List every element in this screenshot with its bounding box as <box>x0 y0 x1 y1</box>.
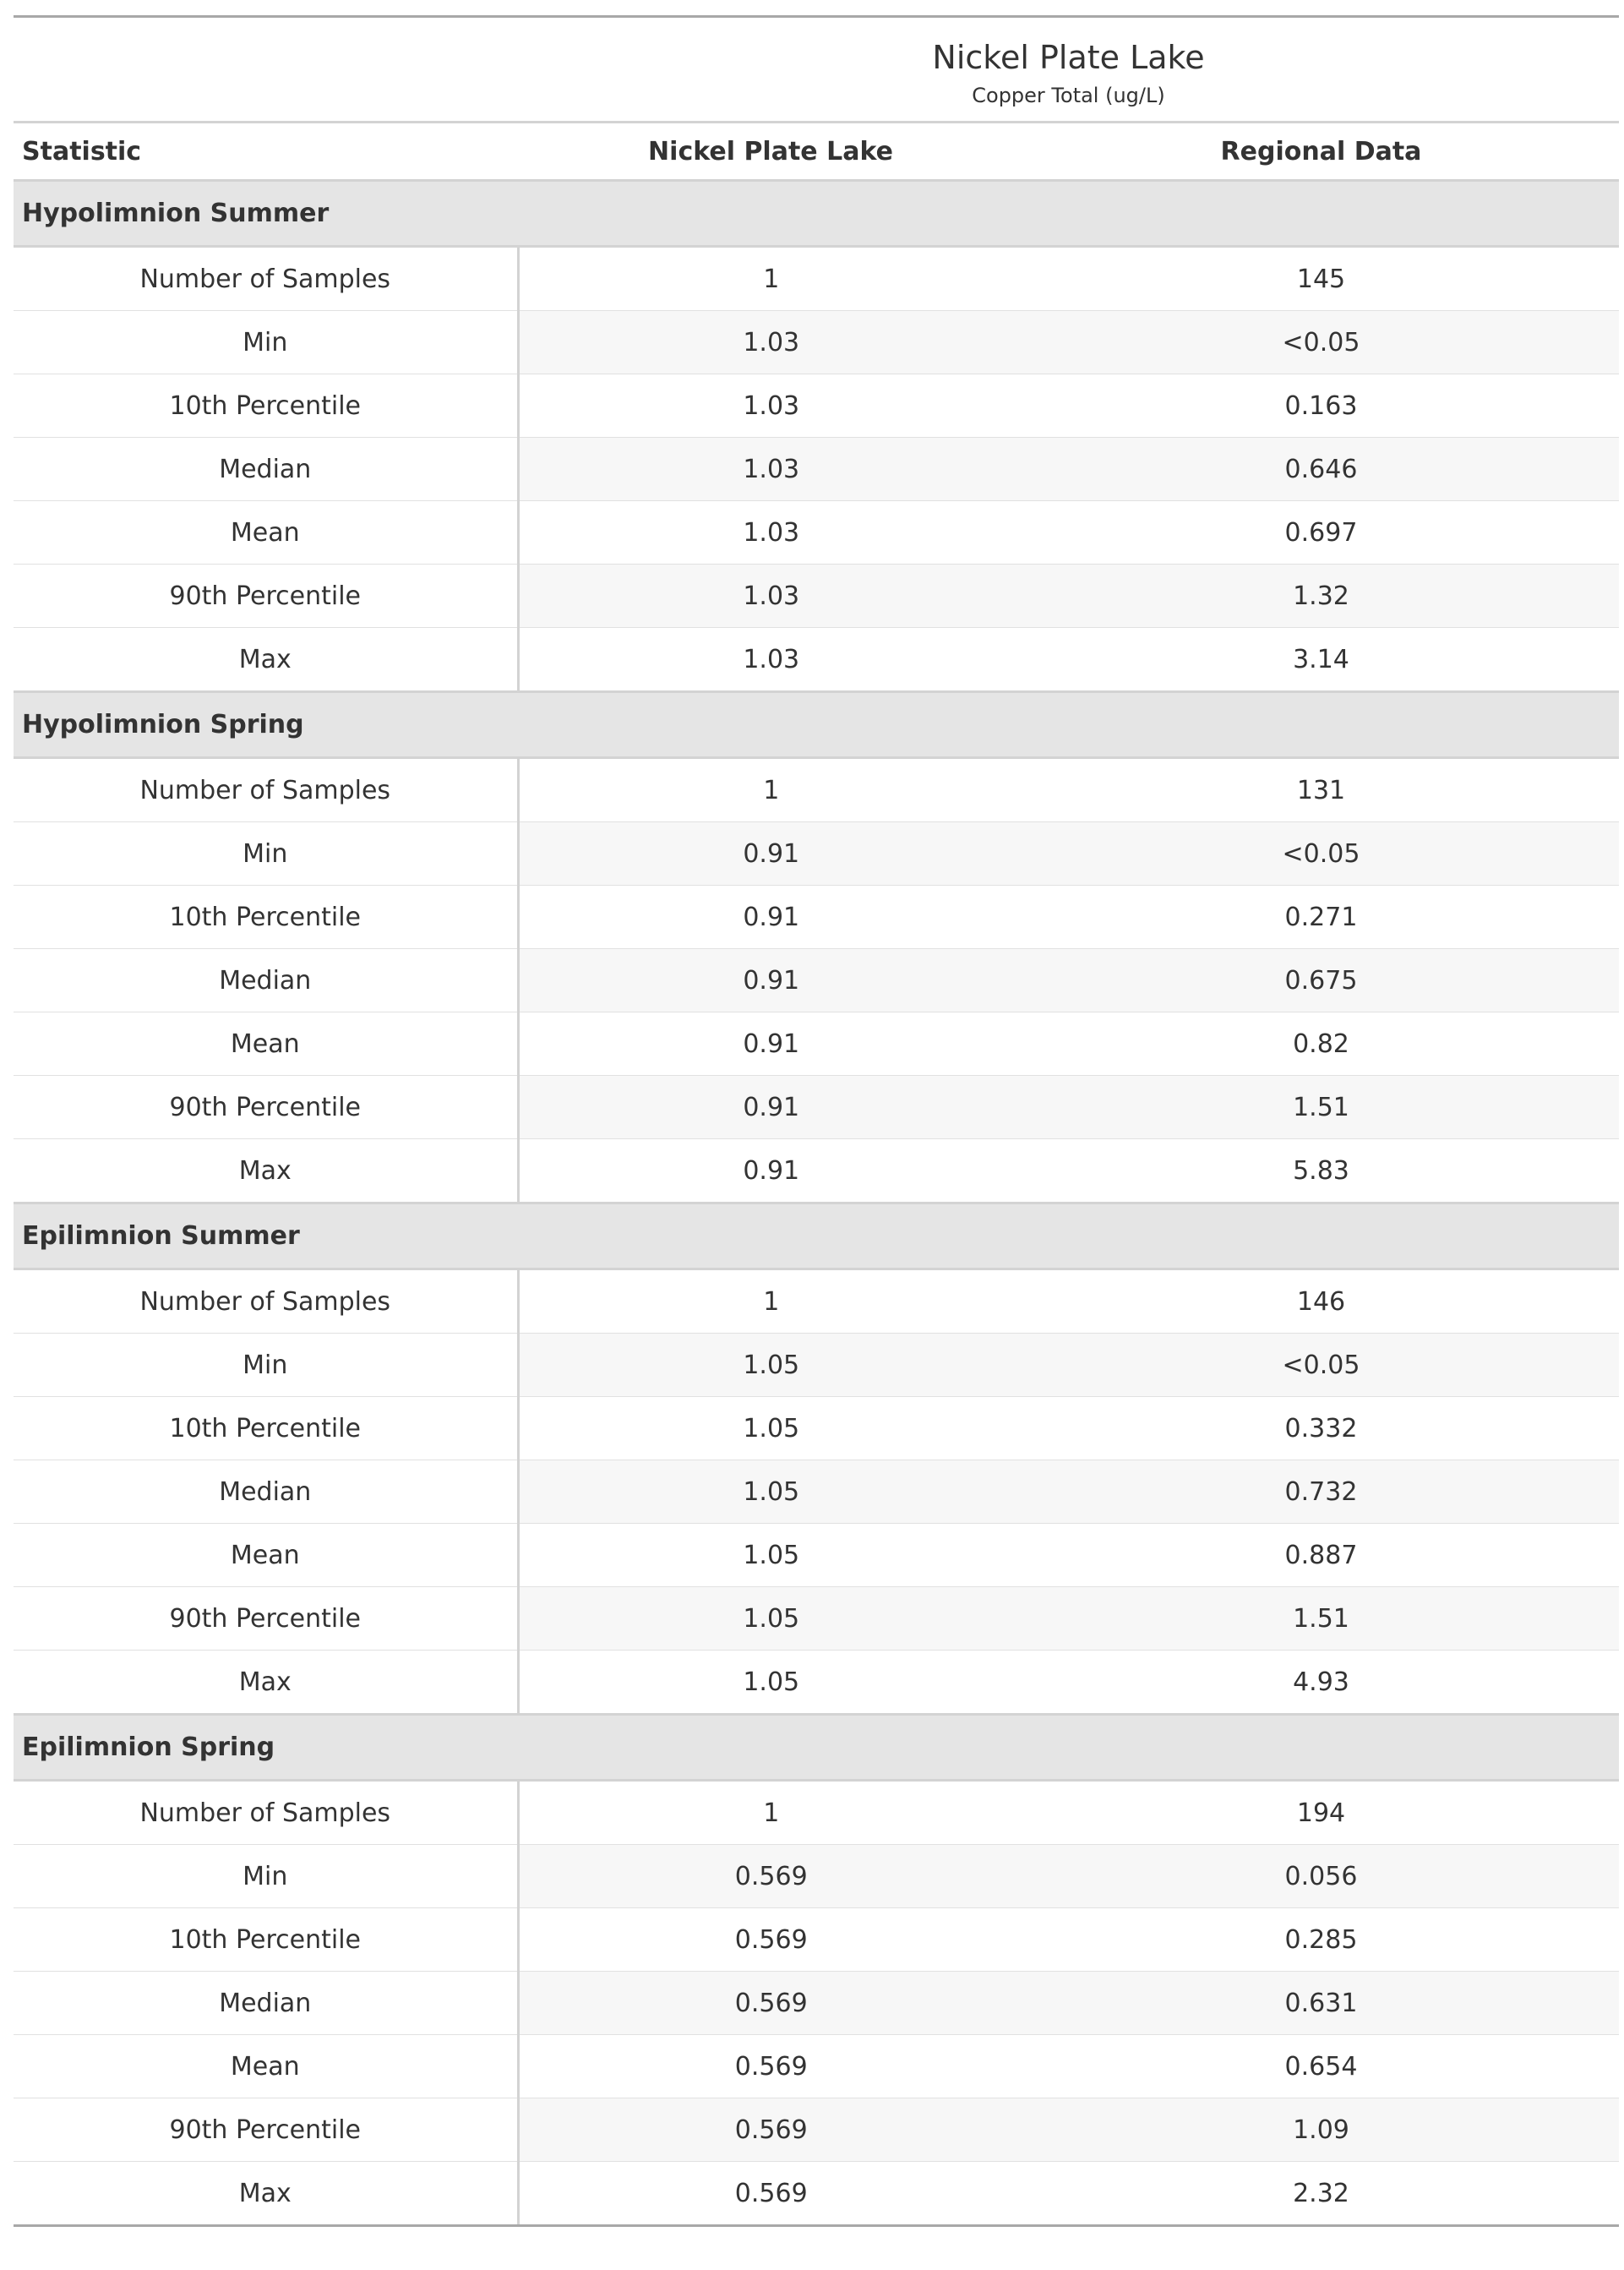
regional-value-cell: 5.83 <box>1023 1139 1619 1203</box>
statistic-cell: Median <box>14 1460 518 1524</box>
table-row <box>14 1139 1619 1203</box>
lake-value-cell: 1.05 <box>518 1334 1023 1397</box>
statistic-cell: Mean <box>14 2035 518 2098</box>
regional-value-cell: 2.32 <box>1023 2162 1619 2226</box>
regional-value-cell: 146 <box>1023 1269 1619 1334</box>
table-row <box>14 1781 1619 1845</box>
summary-table <box>14 15 1619 2227</box>
statistic-cell: 90th Percentile <box>14 2098 518 2162</box>
regional-value-cell: 1.51 <box>1023 1076 1619 1139</box>
regional-value-cell: 0.332 <box>1023 1397 1619 1460</box>
lake-value-cell: 0.91 <box>518 1076 1023 1139</box>
lake-value-cell: 0.91 <box>518 1139 1023 1203</box>
table-row <box>14 438 1619 501</box>
table-row <box>14 1651 1619 1715</box>
lake-value-cell: 0.569 <box>518 2098 1023 2162</box>
group-header-row <box>14 692 1619 758</box>
regional-value-cell: 0.697 <box>1023 501 1619 565</box>
lake-value-cell: 1 <box>518 1781 1023 1845</box>
lake-value-cell: 0.91 <box>518 886 1023 949</box>
column-header-statistic: Statistic <box>14 123 518 181</box>
regional-value-cell: 0.732 <box>1023 1460 1619 1524</box>
statistic-cell: Number of Samples <box>14 1781 518 1845</box>
lake-value-cell: 1.05 <box>518 1460 1023 1524</box>
table-row <box>14 628 1619 692</box>
statistic-cell: 10th Percentile <box>14 1397 518 1460</box>
regional-value-cell: <0.05 <box>1023 311 1619 374</box>
statistic-cell: Max <box>14 1139 518 1203</box>
table-row <box>14 886 1619 949</box>
table-row <box>14 1397 1619 1460</box>
regional-value-cell: 0.675 <box>1023 949 1619 1012</box>
regional-value-cell: 0.82 <box>1023 1012 1619 1076</box>
lake-value-cell: 0.91 <box>518 949 1023 1012</box>
regional-value-cell: 0.631 <box>1023 1972 1619 2035</box>
group-epilimnion-summer <box>14 1203 1619 1715</box>
statistic-cell: Mean <box>14 1524 518 1587</box>
regional-value-cell: 0.163 <box>1023 374 1619 438</box>
table-row <box>14 1908 1619 1972</box>
regional-value-cell: 1.32 <box>1023 565 1619 628</box>
regional-value-cell: 194 <box>1023 1781 1619 1845</box>
table-row <box>14 247 1619 311</box>
lake-value-cell: 0.569 <box>518 2035 1023 2098</box>
regional-value-cell: 1.51 <box>1023 1587 1619 1651</box>
regional-value-cell: 4.93 <box>1023 1651 1619 1715</box>
regional-value-cell: 3.14 <box>1023 628 1619 692</box>
lake-value-cell: 0.91 <box>518 822 1023 886</box>
column-header-regional: Regional Data <box>1023 123 1619 181</box>
regional-value-cell: 0.654 <box>1023 2035 1619 2098</box>
regional-value-cell: 131 <box>1023 758 1619 822</box>
group-hypolimnion-summer <box>14 181 1619 692</box>
lake-value-cell: 1.05 <box>518 1587 1023 1651</box>
table-row <box>14 1845 1619 1908</box>
regional-value-cell: <0.05 <box>1023 822 1619 886</box>
lake-value-cell: 0.569 <box>518 1972 1023 2035</box>
statistic-cell: Max <box>14 1651 518 1715</box>
group-header-row <box>14 181 1619 247</box>
lake-value-cell: 1.05 <box>518 1397 1023 1460</box>
statistic-cell: Max <box>14 2162 518 2226</box>
regional-value-cell: 0.285 <box>1023 1908 1619 1972</box>
table-row <box>14 1076 1619 1139</box>
lake-value-cell: 1.05 <box>518 1524 1023 1587</box>
table-row <box>14 1972 1619 2035</box>
group-header-row <box>14 1715 1619 1781</box>
table-row <box>14 2035 1619 2098</box>
statistic-cell: 10th Percentile <box>14 374 518 438</box>
lake-value-cell: 1 <box>518 247 1023 311</box>
lake-value-cell: 1.03 <box>518 438 1023 501</box>
statistic-cell: Min <box>14 1334 518 1397</box>
lake-value-cell: 0.569 <box>518 1845 1023 1908</box>
statistic-cell: Number of Samples <box>14 758 518 822</box>
column-header-lake: Nickel Plate Lake <box>518 123 1023 181</box>
statistic-cell: Mean <box>14 501 518 565</box>
lake-value-cell: 0.91 <box>518 1012 1023 1076</box>
regional-value-cell: 0.056 <box>1023 1845 1619 1908</box>
statistic-cell: 10th Percentile <box>14 886 518 949</box>
table-row <box>14 1269 1619 1334</box>
lake-value-cell: 1.03 <box>518 501 1023 565</box>
table-title: Nickel Plate Lake <box>932 39 1205 76</box>
table-row <box>14 1587 1619 1651</box>
lake-value-cell: 1.03 <box>518 628 1023 692</box>
table-row <box>14 822 1619 886</box>
table-header <box>14 17 1619 181</box>
table-row <box>14 501 1619 565</box>
statistic-cell: Median <box>14 1972 518 2035</box>
lake-value-cell: 1 <box>518 758 1023 822</box>
table-row <box>14 1460 1619 1524</box>
group-label: Hypolimnion Summer <box>14 181 1619 247</box>
lake-value-cell: 1.03 <box>518 565 1023 628</box>
statistic-cell: Number of Samples <box>14 247 518 311</box>
regional-value-cell: 145 <box>1023 247 1619 311</box>
regional-value-cell: 0.646 <box>1023 438 1619 501</box>
statistic-cell: Min <box>14 1845 518 1908</box>
statistic-cell: 90th Percentile <box>14 1587 518 1651</box>
regional-value-cell: <0.05 <box>1023 1334 1619 1397</box>
column-header-row <box>14 123 1619 181</box>
group-hypolimnion-spring <box>14 692 1619 1203</box>
table-row <box>14 2162 1619 2226</box>
group-label: Epilimnion Summer <box>14 1203 1619 1269</box>
lake-value-cell: 0.569 <box>518 2162 1023 2226</box>
regional-value-cell: 0.271 <box>1023 886 1619 949</box>
table-row <box>14 2098 1619 2162</box>
subtitle-row <box>14 84 1619 123</box>
regional-value-cell: 1.09 <box>1023 2098 1619 2162</box>
group-epilimnion-spring <box>14 1715 1619 2226</box>
regional-value-cell: 0.887 <box>1023 1524 1619 1587</box>
statistic-cell: Min <box>14 311 518 374</box>
lake-value-cell: 1.03 <box>518 311 1023 374</box>
table-row <box>14 1012 1619 1076</box>
statistic-cell: Max <box>14 628 518 692</box>
statistic-cell: 10th Percentile <box>14 1908 518 1972</box>
lake-value-cell: 1 <box>518 1269 1023 1334</box>
group-header-row <box>14 1203 1619 1269</box>
table-row <box>14 311 1619 374</box>
statistic-cell: Min <box>14 822 518 886</box>
table-row <box>14 1334 1619 1397</box>
table-row <box>14 565 1619 628</box>
lake-value-cell: 1.03 <box>518 374 1023 438</box>
statistic-cell: Number of Samples <box>14 1269 518 1334</box>
statistic-cell: 90th Percentile <box>14 1076 518 1139</box>
statistic-cell: Median <box>14 438 518 501</box>
table-row <box>14 949 1619 1012</box>
lake-value-cell: 0.569 <box>518 1908 1023 1972</box>
statistic-cell: Median <box>14 949 518 1012</box>
group-label: Epilimnion Spring <box>14 1715 1619 1781</box>
statistic-cell: 90th Percentile <box>14 565 518 628</box>
table-subtitle: Copper Total (ug/L) <box>972 84 1165 107</box>
title-row <box>14 17 1619 85</box>
table-row <box>14 1524 1619 1587</box>
summary-table-container <box>14 15 1619 2227</box>
statistic-cell: Mean <box>14 1012 518 1076</box>
table-row <box>14 374 1619 438</box>
group-label: Hypolimnion Spring <box>14 692 1619 758</box>
table-row <box>14 758 1619 822</box>
lake-value-cell: 1.05 <box>518 1651 1023 1715</box>
